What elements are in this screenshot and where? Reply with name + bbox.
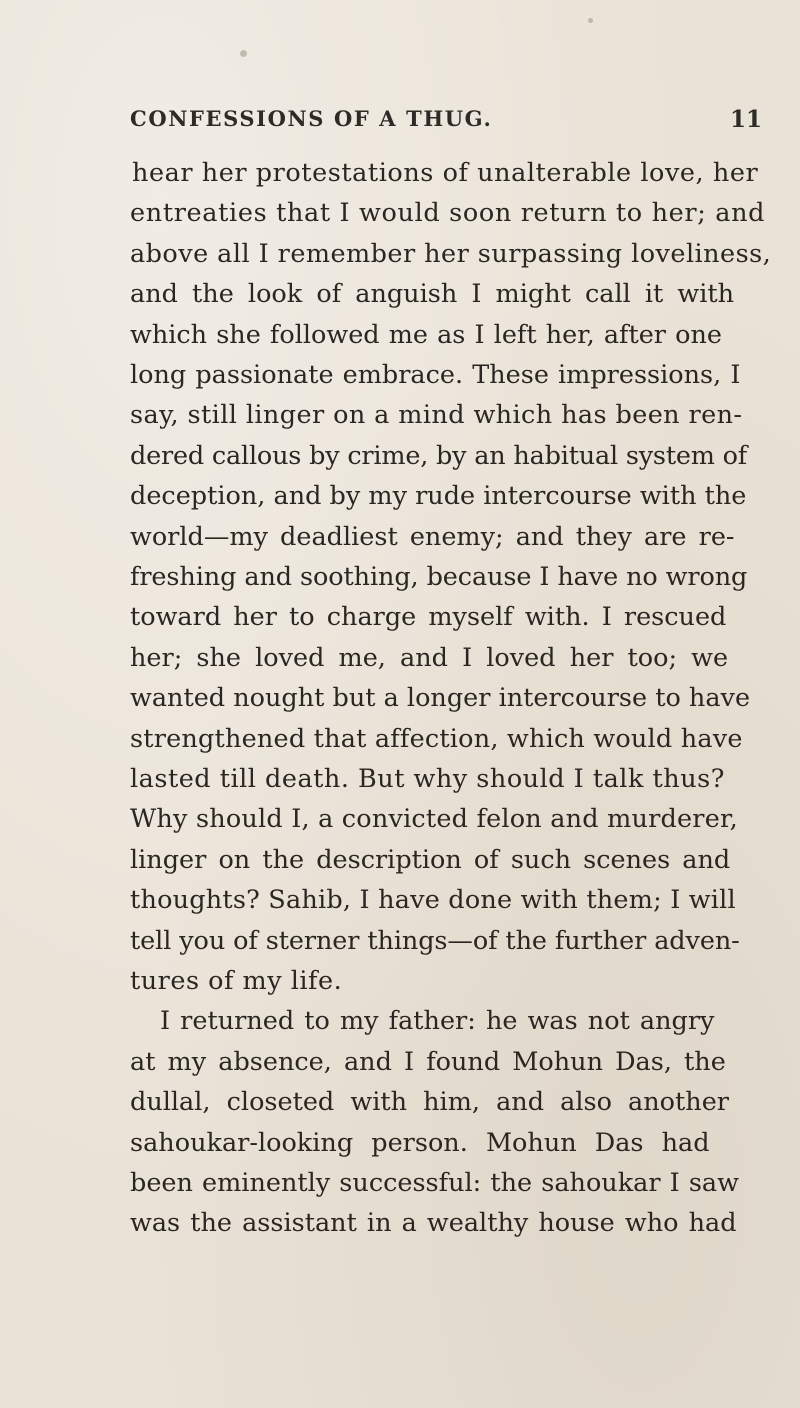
text-line: above all I remember her surpassing loveliness, bbox=[130, 238, 772, 269]
text-line: which she followed me as I left her, after one bbox=[130, 319, 722, 350]
text-line: tures of my life. bbox=[130, 966, 343, 996]
paper-speck bbox=[588, 18, 593, 23]
text-line: her; she loved me, and I loved her too; we bbox=[130, 642, 729, 673]
running-title: CONFESSIONS OF A THUG. bbox=[130, 106, 493, 131]
text-line: dullal, closeted with him, and also another bbox=[130, 1087, 729, 1118]
text-line: sahoukar-looking person. Mohun Das had bbox=[130, 1127, 710, 1158]
text-line: and the look of anguish I might call it with bbox=[130, 279, 735, 310]
text-line: Why should I, a convicted felon and murderer, bbox=[130, 804, 738, 835]
text-line: tell you of sterner things—of the further adven- bbox=[130, 925, 740, 956]
text-line: been eminently successful: the sahoukar I saw bbox=[130, 1168, 739, 1198]
text-line: wanted nought but a longer intercourse to have bbox=[130, 683, 751, 714]
text-line: linger on the description of such scenes and bbox=[130, 844, 731, 875]
running-header bbox=[130, 106, 770, 146]
text-line: was the assistant in a wealthy house who had bbox=[130, 1208, 737, 1239]
text-line: entreaties that I would soon return to her; and bbox=[130, 198, 766, 229]
text-line: strengthened that affection, which would have bbox=[130, 723, 743, 754]
text-line: hear her protestations of unalterable love, her bbox=[132, 158, 759, 188]
text-line: world—my deadliest enemy; and they are re- bbox=[130, 521, 735, 552]
text-line: toward her to charge myself with. I rescued bbox=[130, 602, 727, 633]
text-line: long passionate embrace. These impressions, I bbox=[130, 360, 741, 390]
text-line: dered callous by crime, by an habitual system of bbox=[130, 440, 748, 471]
page-number: 11 bbox=[729, 106, 762, 133]
text-line: at my absence, and I found Mohun Das, the bbox=[130, 1046, 726, 1077]
text-line: thoughts? Sahib, I have done with them; I will bbox=[130, 885, 736, 916]
text-line: freshing and soothing, because I have no wrong bbox=[130, 562, 748, 592]
text-line: say, still linger on a mind which has been ren- bbox=[130, 400, 743, 431]
text-line: deception, and by my rude intercourse with the bbox=[130, 481, 747, 512]
text-line: I returned to my father: he was not angry bbox=[160, 1006, 715, 1037]
text-line: lasted till death. But why should I talk thus? bbox=[130, 764, 725, 794]
paper-speck bbox=[240, 50, 247, 57]
